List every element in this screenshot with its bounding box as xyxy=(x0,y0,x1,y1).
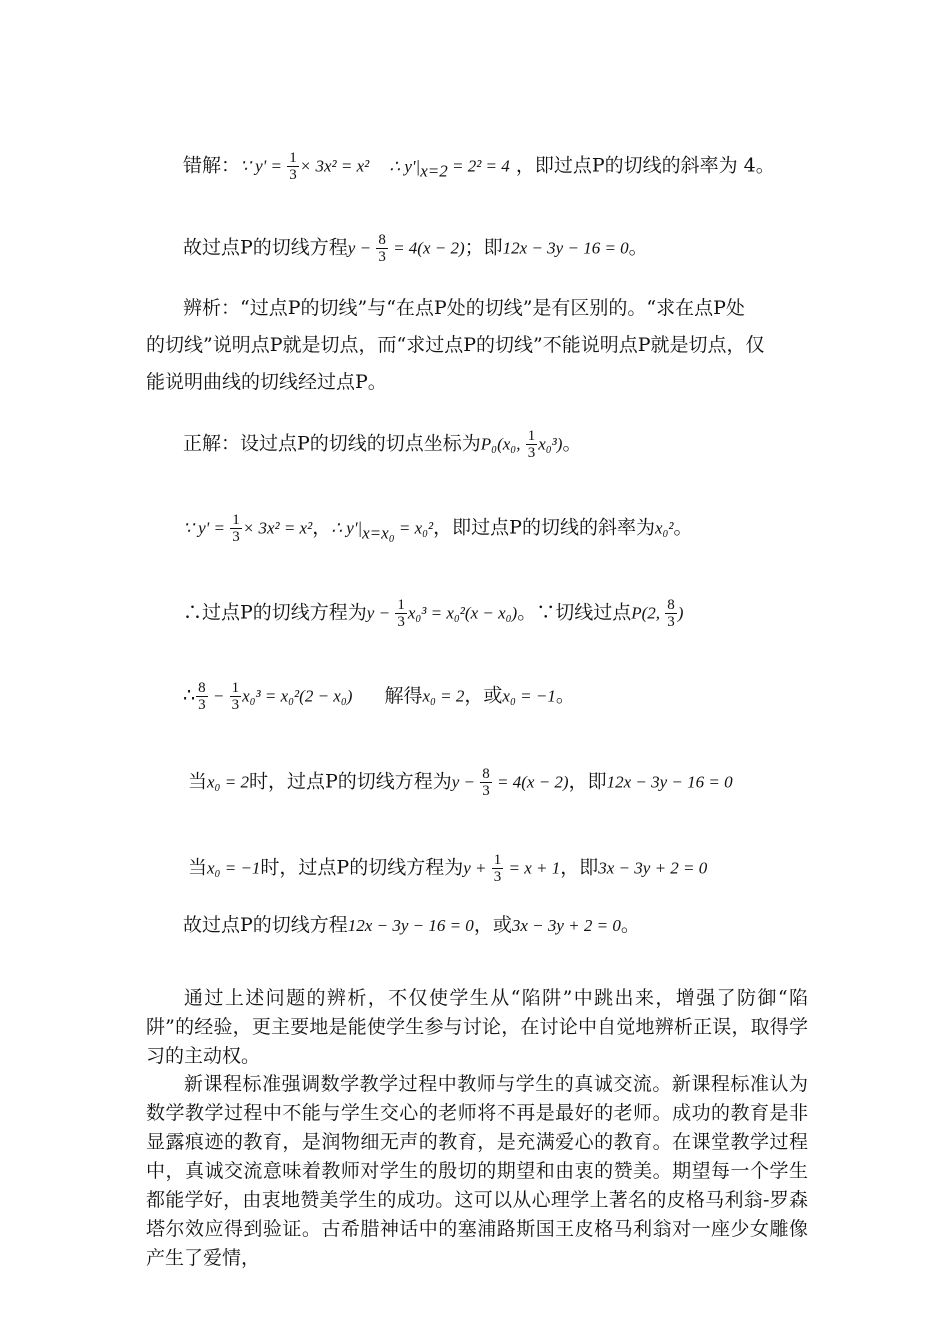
slope-text: ，即过点P的切线的斜率为 4。 xyxy=(515,154,775,177)
paragraph-1: 通过上述问题的辨析，不仅使学生从“陷阱”中跳出来，增强了防御“陷阱”的经验，更主要地是能使学生参与讨论，在讨论中自觉地辨析正误，取得学习的主动权。 xyxy=(146,987,808,1067)
fraction: $\frac{1}{3}$ xyxy=(527,428,536,461)
fraction: $\frac{1}{3}$ xyxy=(231,680,240,713)
fraction: $\frac{8}{3}$ xyxy=(482,766,490,799)
slope-eq: ∴ y'| xyxy=(389,156,421,176)
tangent-general-line: ∴过点P的切线方程为y − $\frac{1}{3}$ x₀³ = x₀²(x − x₀)。∵切线过点P(2, $\frac{8}{3}$ ) xyxy=(183,597,684,630)
solve-line: ∴ $\frac{8}{3}$ − $\frac{1}{3}$ x₀³ = x₀²(2 − x₀) 解得x₀ = 2，或x₀ = −1。 xyxy=(183,680,575,713)
analysis-line-2: 的切线”说明点P就是切点，而“求过点P的切线”不能说明点P就是切点，仅 xyxy=(146,334,765,356)
wrong-solution-line: 错解：∵ y' = $\frac{1}{3}$ × 3x² = x² ∴ $y'|_{x=2} = 2^2 = 4$ ，即过点P的切线的斜率为 4。 xyxy=(183,150,775,183)
fraction: $\frac{8}{3}$ xyxy=(378,232,386,265)
wrong-solution-label: 错解： xyxy=(183,154,241,177)
correct-solution-line: 正解：设过点P的切线的切点坐标为P₀(x₀, $\frac{1}{3}$ x₀³)。 xyxy=(183,428,582,461)
fraction: $\frac{1}{3}$ xyxy=(397,597,405,630)
case-x0-2-line: 当x₀ = 2时，过点P的切线方程为y − $\frac{8}{3}$ = 4(x − 2)，即12x − 3y − 16 = 0 xyxy=(188,766,733,799)
conclusion-line: 故过点P的切线方程12x − 3y − 16 = 0，或3x − 3y + 2 = 0。 xyxy=(183,914,640,936)
analysis-line-3: 能说明曲线的切线经过点P。 xyxy=(146,371,387,393)
correct-slope-line: ∵ y' = $\frac{1}{3}$ × 3x² = x²，∴ $y'|_{x=x_0} = x_0^2$，即过点P的切线的斜率为x₀²。 xyxy=(183,512,693,545)
fraction: $\frac{1}{3}$ xyxy=(232,512,240,545)
paragraph-2: 新课程标准强调数学教学过程中教师与学生的真诚交流。新课程标准认为数学教学过程中不能与学生交心的老师将不再是最好的老师。成功的教育是非显露痕迹的教育，是润物细无声的教育，是充满爱心的教育。在课堂教学过程中，真诚交流意味着教师对学生的殷切的期望和由衷的赞美。期望每一个学生都能学好，由衷地赞美学生的成功。这可以从心理学上著名的皮格马利翁-罗森塔尔效应得到验证。古希腊神话中的塞浦路斯国王皮格马利翁对一座少女雕像产生了爱情， xyxy=(146,1073,808,1269)
fraction: $\frac{1}{3}$ xyxy=(493,852,502,885)
analysis-line-1: 辨析：“过点P的切线”与“在点P处的切线”是有区别的。“求在点P处 xyxy=(183,297,745,319)
fraction: $\frac{1}{3}$ xyxy=(289,150,297,183)
tangent-eq-line: 故过点P的切线方程y − $\frac{8}{3}$ = 4(x − 2)；即12x − 3y − 16 = 0。 xyxy=(183,232,648,265)
case-x0-neg1-line: 当x₀ = −1时，过点P的切线方程为y + $\frac{1}{3}$ = x + 1，即3x − 3y + 2 = 0 xyxy=(188,852,708,885)
fraction: $\frac{8}{3}$ xyxy=(667,597,675,630)
derivative-eq: ∵ y' = xyxy=(240,156,287,176)
fraction: $\frac{8}{3}$ xyxy=(198,680,206,713)
